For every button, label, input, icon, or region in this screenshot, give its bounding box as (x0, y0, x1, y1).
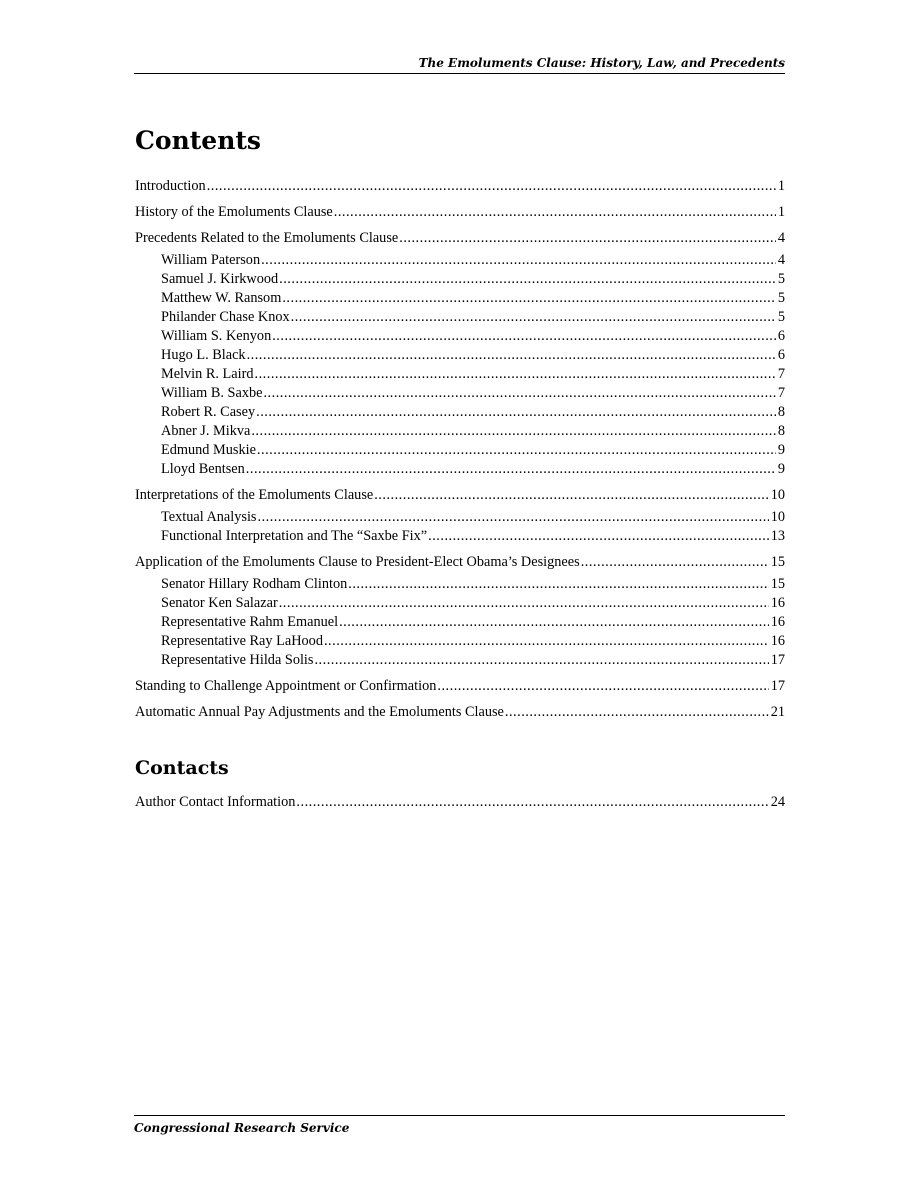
footer-publisher: Congressional Research Service (134, 1121, 350, 1135)
toc-leader-dots (279, 270, 776, 289)
toc-leader-dots (247, 346, 776, 365)
toc-subentry[interactable] (135, 613, 785, 632)
toc-page-number: 21 (770, 704, 785, 720)
toc-leader-dots (581, 553, 769, 572)
toc-subentry[interactable] (135, 460, 785, 479)
toc-entry-label: Standing to Challenge Appointment or Confirmation (135, 678, 437, 694)
toc-entry-label: Melvin R. Laird (161, 366, 254, 382)
toc-entry-label: Senator Ken Salazar (161, 595, 278, 611)
toc-leader-dots (334, 203, 776, 222)
toc-page-number: 9 (777, 442, 785, 458)
toc-subentry[interactable] (135, 527, 785, 546)
toc-page-number: 15 (770, 554, 785, 570)
toc-subentry[interactable] (135, 594, 785, 613)
toc-subentry[interactable] (135, 346, 785, 365)
toc-subentry[interactable] (135, 308, 785, 327)
toc-leader-dots (257, 441, 776, 460)
toc-page-number: 10 (770, 509, 785, 525)
toc-leader-dots (314, 651, 768, 670)
toc-entry[interactable] (135, 553, 785, 572)
toc-leader-dots (374, 486, 768, 505)
toc-leader-dots (272, 327, 776, 346)
toc-entry[interactable] (135, 203, 785, 222)
toc-page-number: 6 (777, 347, 785, 363)
toc-leader-dots (256, 403, 776, 422)
toc-subentry[interactable] (135, 270, 785, 289)
toc-leader-dots (261, 251, 776, 270)
toc-entry-label: Author Contact Information (135, 794, 296, 810)
toc-subentry[interactable] (135, 651, 785, 670)
toc-page-number: 4 (777, 230, 785, 246)
toc-leader-dots (437, 677, 768, 696)
toc-leader-dots (505, 703, 769, 722)
toc-subentry[interactable] (135, 632, 785, 651)
toc-entry-label: William Paterson (161, 252, 261, 268)
toc-page-number: 5 (777, 309, 785, 325)
toc-leader-dots (348, 575, 768, 594)
toc-subentry[interactable] (135, 508, 785, 527)
toc-page-number: 17 (770, 652, 785, 668)
toc-leader-dots (282, 289, 776, 308)
running-footer (134, 1115, 785, 1136)
toc-page-number: 16 (770, 633, 785, 649)
toc-entry[interactable] (135, 486, 785, 505)
toc-leader-dots (291, 308, 776, 327)
toc-subentry[interactable] (135, 251, 785, 270)
toc-subentry[interactable] (135, 575, 785, 594)
toc-entry-label: Hugo L. Black (161, 347, 246, 363)
contents-heading: Contents (135, 126, 262, 155)
toc-subentry[interactable] (135, 422, 785, 441)
toc-entry-label: Interpretations of the Emoluments Clause (135, 487, 374, 503)
toc-page-number: 4 (777, 252, 785, 268)
toc-leader-dots (399, 229, 776, 248)
toc-entry-label: Representative Rahm Emanuel (161, 614, 339, 630)
toc-page-number: 24 (770, 794, 785, 810)
toc-page-number: 16 (770, 614, 785, 630)
toc-page-number: 16 (770, 595, 785, 611)
toc-entry-label: Precedents Related to the Emoluments Clause (135, 230, 399, 246)
toc-page-number: 5 (777, 290, 785, 306)
toc-entry-label: Representative Ray LaHood (161, 633, 323, 649)
toc-subentry[interactable] (135, 441, 785, 460)
toc-entry-label: Introduction (135, 178, 206, 194)
toc-leader-dots (258, 508, 769, 527)
toc-entry-label: History of the Emoluments Clause (135, 204, 333, 220)
toc-leader-dots (251, 422, 776, 441)
toc-page-number: 8 (777, 423, 785, 439)
toc-leader-dots (246, 460, 776, 479)
toc-entry-label: Edmund Muskie (161, 442, 256, 458)
toc-entry-label: Samuel J. Kirkwood (161, 271, 279, 287)
toc-page-number: 6 (777, 328, 785, 344)
toc-leader-dots (339, 613, 769, 632)
toc-entry[interactable] (135, 177, 785, 196)
toc-page-number: 7 (777, 385, 785, 401)
toc-entry[interactable] (135, 793, 785, 812)
toc-leader-dots (324, 632, 769, 651)
toc-entry[interactable] (135, 229, 785, 248)
toc-entry-label: Application of the Emoluments Clause to President-Elect Obama’s Designees (135, 554, 580, 570)
toc-page-number: 1 (777, 178, 785, 194)
toc-leader-dots (263, 384, 775, 403)
toc-entry-label: Automatic Annual Pay Adjustments and the Emoluments Clause (135, 704, 504, 720)
running-header (134, 55, 785, 74)
toc-subentry[interactable] (135, 289, 785, 308)
toc-subentry[interactable] (135, 403, 785, 422)
toc-leader-dots (296, 793, 768, 812)
toc-entry-label: Lloyd Bentsen (161, 461, 245, 477)
toc-page-number: 17 (770, 678, 785, 694)
toc-page-number: 15 (770, 576, 785, 592)
toc-entry-label: Textual Analysis (161, 509, 257, 525)
running-header-title: The Emoluments Clause: History, Law, and Precedents (418, 56, 785, 70)
toc-page-number: 5 (777, 271, 785, 287)
toc-entry[interactable] (135, 677, 785, 696)
toc-entry[interactable] (135, 703, 785, 722)
toc-leader-dots (279, 594, 769, 613)
toc-leader-dots (428, 527, 769, 546)
toc-entry-label: Representative Hilda Solis (161, 652, 314, 668)
toc-subentry[interactable] (135, 384, 785, 403)
toc-subentry[interactable] (135, 327, 785, 346)
toc-entry-label: William S. Kenyon (161, 328, 272, 344)
toc-page-number: 9 (777, 461, 785, 477)
contacts-list (135, 793, 785, 812)
toc-entry-label: Matthew W. Ransom (161, 290, 282, 306)
toc-leader-dots (207, 177, 776, 196)
toc-leader-dots (255, 365, 776, 384)
toc-entry-label: Senator Hillary Rodham Clinton (161, 576, 348, 592)
toc-entry-label: Robert R. Casey (161, 404, 256, 420)
toc-subentry[interactable] (135, 365, 785, 384)
toc-entry-label: Philander Chase Knox (161, 309, 290, 325)
table-of-contents (135, 177, 785, 722)
toc-page-number: 13 (770, 528, 785, 544)
toc-page-number: 10 (770, 487, 785, 503)
toc-entry-label: Functional Interpretation and The “Saxbe Fix” (161, 528, 428, 544)
toc-page-number: 1 (777, 204, 785, 220)
toc-entry-label: Abner J. Mikva (161, 423, 251, 439)
toc-page-number: 8 (777, 404, 785, 420)
toc-page-number: 7 (777, 366, 785, 382)
contacts-heading: Contacts (135, 757, 229, 779)
toc-entry-label: William B. Saxbe (161, 385, 263, 401)
